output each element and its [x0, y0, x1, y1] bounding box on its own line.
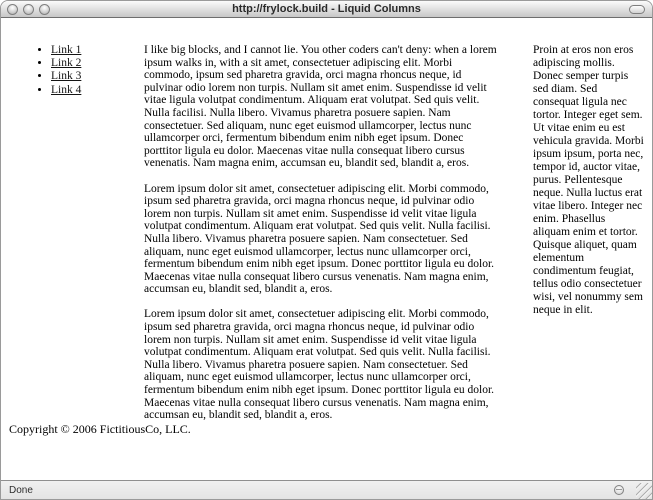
right-column-text: Proin at eros non eros adipiscing mollis. Donec semper turpis sed diam. Sed consequat ligula nec tortor. Integer eget sem. Ut vitae enim eu est vehicula gravida. Morbi ipsum ipsum, porta nec, tempor id, auctor vitae, purus. Pellentesque neque. Nulla luctus erat vitae libero. Integer nec enim. Phasellus aliquam enim et tortor. Quisque aliquet, quam elementum condimentum feugiat, tellus odio consectetuer wisi, vel nonummy sem neque in elit. — [533, 44, 644, 316]
right-column — [533, 44, 645, 317]
main-column — [144, 44, 501, 434]
window-title: http://frylock.build - Liquid Columns — [232, 3, 421, 15]
status-text: Done — [9, 485, 33, 496]
list-item — [51, 44, 81, 57]
close-window-icon[interactable] — [7, 4, 18, 15]
link-2[interactable]: Link 2 — [51, 57, 82, 70]
link-1[interactable]: Link 1 — [51, 44, 82, 56]
zoom-window-icon[interactable] — [39, 4, 50, 15]
link-list — [1, 44, 81, 97]
page-content — [1, 19, 652, 480]
toolbar-toggle-button[interactable] — [629, 5, 645, 14]
bug-report-icon[interactable] — [614, 485, 624, 495]
resize-grip[interactable] — [636, 483, 652, 499]
list-item — [51, 70, 81, 83]
window-titlebar[interactable] — [1, 1, 652, 18]
link-4[interactable]: Link 4 — [51, 83, 82, 96]
main-paragraph-1: I like big blocks, and I cannot lie. You other coders can't deny: when a lorem ipsum walks in, with a sit amet, consectetuer adipiscing elit. Morbi commodo, ipsum sed pharetra gravida, orci magna rhoncus neque, id pulvinar odio lorem non turpis. Nullam sit amet enim. Suspendisse id velit vitae ligula volutpat condimentum. Aliquam erat volutpat. Sed quis velit. Nulla facilisi. Nulla libero. Vivamus pharetra posuere sapien. Nam consectetuer. Sed aliquam, nunc eget euismod ullamcorper, lectus nunc ullamcorper orci, fermentum bibendum enim nibh eget ipsum. Donec porttitor ligula eu dolor. Maecenas vitae nulla consequat libero cursus venenatis. Nam magna enim, accumsan eu, blandit sed, blandit a, eros. — [144, 44, 497, 170]
copyright-footer: Copyright © 2006 FictitiousCo, LLC. — [9, 422, 191, 436]
list-item — [51, 84, 81, 97]
link-3[interactable]: Link 3 — [51, 70, 82, 83]
minimize-window-icon[interactable] — [23, 4, 34, 15]
main-paragraph-3: Lorem ipsum dolor sit amet, consectetuer adipiscing elit. Morbi commodo, ipsum sed pharetra gravida, orci magna rhoncus neque, id pulvinar odio lorem non turpis. Nullam sit amet enim. Suspendisse id velit vitae ligula volutpat condimentum. Aliquam erat volutpat. Sed quis velit. Nulla facilisi. Nulla libero. Vivamus pharetra posuere sapien. Nam consectetuer. Sed aliquam, nunc eget euismod ullamcorper, lectus nunc ullamcorper orci, fermentum bibendum enim nibh eget ipsum. Donec porttitor ligula eu dolor. Maecenas vitae nulla consequat libero cursus venenatis. Nam magna enim, accumsan eu, blandit sed, blandit a, eros. — [144, 308, 495, 422]
list-item — [51, 57, 81, 70]
status-bar — [1, 480, 652, 499]
main-paragraph-2: Lorem ipsum dolor sit amet, consectetuer adipiscing elit. Morbi commodo, ipsum sed pharetra gravida, orci magna rhoncus neque, id pulvinar odio lorem non turpis. Nullam sit amet enim. Suspendisse id velit vitae ligula volutpat condimentum. Aliquam erat volutpat. Sed quis velit. Nulla facilisi. Nulla libero. Vivamus pharetra posuere sapien. Nam consectetuer. Sed aliquam, nunc eget euismod ullamcorper, lectus nunc ullamcorper orci, fermentum bibendum enim nibh eget ipsum. Donec porttitor ligula eu dolor. Maecenas vitae nulla consequat libero cursus venenatis. Nam magna enim, accumsan eu, blandit sed, blandit a, eros. — [144, 182, 495, 296]
